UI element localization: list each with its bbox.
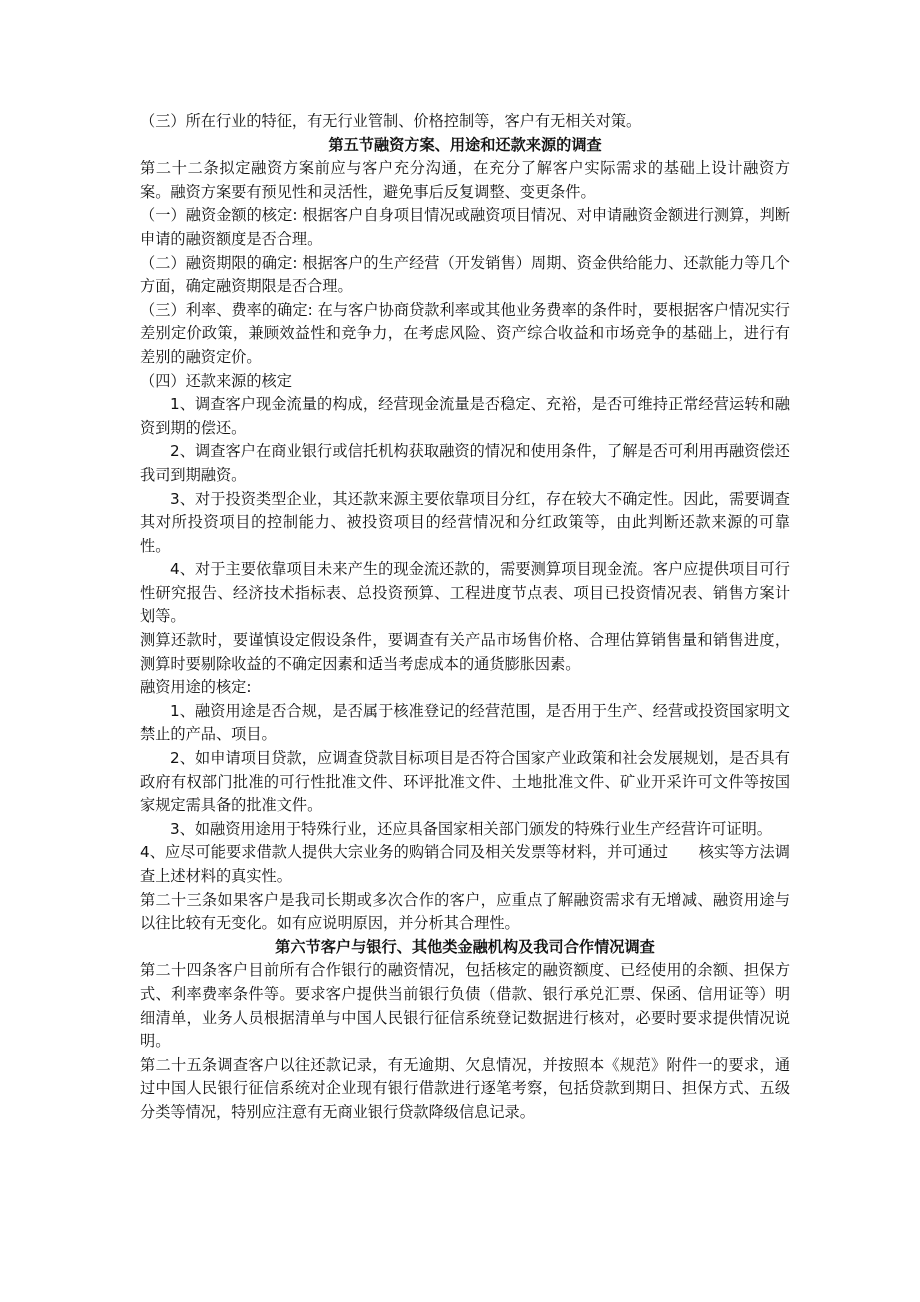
repayment-item-3: 3、对于投资类型企业，其还款来源主要依靠项目分红，存在较大不确定性。因此，需要调查其对所投资项目的控制能力、被投资项目的经营情况和分红政策等，由此判断还款来源的可靠性。: [140, 489, 790, 555]
para-industry-features: （三）所在行业的特征，有无行业管制、价格控制等，客户有无相关对策。: [140, 112, 642, 130]
para-repayment-calc: 测算还款时，要谨慎设定假设条件，要调查有关产品市场售价格、合理估算销售量和销售进度，测算时要剔除收益的不确定因素和适当考虑成本的通货膨胀因素。: [140, 631, 790, 673]
para-interest-fee: （三）利率、费率的确定: 在与客户协商贷款利率或其他业务费率的条件时，要根据客户情况实行差别定价政策，兼顾效益性和竞争力，在考虑风险、资产综合收益和市场竞争的基础上，进行有差别的融资定价。: [140, 300, 790, 366]
article-23: 第二十三条如果客户是我司长期或多次合作的客户，应重点了解融资需求有无增减、融资用途与以往比较有无变化。如有应说明原因，并分析其合理性。: [140, 890, 790, 933]
usage-item-2: 2、如申请项目贷款，应调查贷款目标项目是否符合国家产业政策和社会发展规划，是否具有政府有权部门批准的可行性批准文件、环评批准文件、土地批准文件、矿业开采许可文件等按国家规定需具备的批准文件。: [140, 749, 790, 815]
para-usage-check: 融资用途的核定:: [140, 678, 252, 697]
repayment-item-1: 1、调查客户现金流量的构成，经营现金流量是否稳定、充裕，是否可维持正常经营运转和融资到期的偿还。: [140, 395, 790, 437]
usage-item-4: 4、应尽可能要求借款人提供大宗业务的购销合同及相关发票等材料，并可通过 核实等方法调查上述材料的真实性。: [140, 843, 790, 885]
usage-item-3: 3、如融资用途用于特殊行业，还应具备国家相关部门颁发的特殊行业生产经营许可证明。: [170, 819, 772, 838]
para-financing-term: （二）融资期限的确定: 根据客户的生产经营（开发销售）周期、资金供给能力、还款能力等几个方面，确定融资期限是否合理。: [140, 253, 790, 296]
section-6-heading: 第六节客户与银行、其他类金融机构及我司合作情况调查: [275, 937, 655, 956]
repayment-item-2: 2、调查客户在商业银行或信托机构获取融资的情况和使用条件，了解是否可利用再融资偿还我司到期融资。: [140, 442, 790, 484]
repayment-item-4: 4、对于主要依靠项目未来产生的现金流还款的，需要测算项目现金流。客户应提供项目可行性研究报告、经济技术指标表、总投资预算、工程进度节点表、项目已投资情况表、销售方案计划等。: [140, 560, 790, 626]
article-25: 第二十五条调查客户以往还款记录，有无逾期、欠息情况，并按照本《规范》附件一的要求，通过中国人民银行征信系统对企业现有银行借款进行逐笔考察，包括贷款到期日、担保方式、五级分类等情况，特别应注意有无商业银行贷款降级信息记录。: [140, 1055, 790, 1121]
section-5-heading: 第五节融资方案、用途和还款来源的调查: [328, 135, 602, 154]
usage-item-1: 1、融资用途是否合规，是否属于核准登记的经营范围，是否用于生产、经营或投资国家明文禁止的产品、项目。: [140, 701, 790, 744]
document-page: [140, 110, 790, 1125]
article-24: 第二十四条客户目前所有合作银行的融资情况，包括核定的融资额度、已经使用的余额、担保方式、利率费率条件等。要求客户提供当前银行负债（借款、银行承兑汇票、保函、信用证等）明细清单，业务人员根据清单与中国人民银行征信系统登记数据进行核对，必要时要求提供情况说明。: [140, 961, 790, 1051]
para-financing-amount: （一）融资金额的核定: 根据客户自身项目情况或融资项目情况、对申请融资金额进行测算，判断申请的融资额度是否合理。: [140, 206, 790, 248]
article-22: 第二十二条拟定融资方案前应与客户充分沟通，在充分了解客户实际需求的基础上设计融资方案。融资方案要有预见性和灵活性，避免事后反复调整、变更条件。: [140, 159, 790, 201]
para-repayment-source: （四）还款来源的核定: [140, 371, 292, 390]
